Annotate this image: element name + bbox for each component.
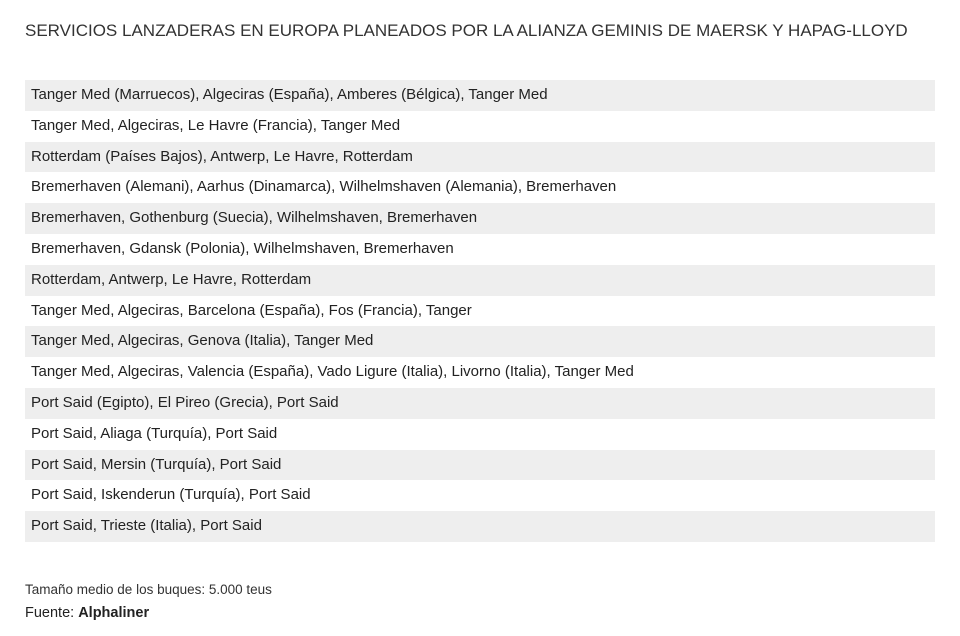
table-row: Port Said, Mersin (Turquía), Port Said — [25, 450, 935, 481]
table-row: Rotterdam (Países Bajos), Antwerp, Le Havre, Rotterdam — [25, 142, 935, 173]
table-row: Port Said (Egipto), El Pireo (Grecia), Port Said — [25, 388, 935, 419]
source-value: Alphaliner — [78, 605, 150, 621]
table-row: Port Said, Aliaga (Turquía), Port Said — [31, 424, 278, 442]
table-row: Port Said, Trieste (Italia), Port Said — [25, 511, 935, 542]
source-line — [25, 603, 149, 623]
page-title: SERVICIOS LANZADERAS EN EUROPA PLANEADOS POR LA ALIANZA GEMINIS DE MAERSK Y HAPAG-LLOYD — [25, 21, 908, 40]
table-row: Port Said, Iskenderun (Turquía), Port Said — [31, 486, 311, 504]
table-row: Tanger Med, Algeciras, Valencia (España), Vado Ligure (Italia), Livorno (Italia), Tanger Med — [31, 363, 634, 381]
table-row: Bremerhaven (Alemani), Aarhus (Dinamarca), Wilhelmshaven (Alemania), Bremerhaven — [31, 178, 617, 196]
table-row: Tanger Med (Marruecos), Algeciras (España), Amberes (Bélgica), Tanger Med — [25, 80, 935, 111]
vessel-size-note: Tamaño medio de los buques: 5.000 teus — [25, 582, 272, 597]
table-row: Tanger Med, Algeciras, Genova (Italia), Tanger Med — [25, 326, 935, 357]
source-label: Fuente: — [25, 605, 75, 621]
routes-table — [25, 80, 935, 542]
table-row: Tanger Med, Algeciras, Le Havre (Francia), Tanger Med — [31, 116, 401, 134]
table-row: Bremerhaven, Gothenburg (Suecia), Wilhelmshaven, Bremerhaven — [25, 203, 935, 234]
table-row: Rotterdam, Antwerp, Le Havre, Rotterdam — [25, 265, 935, 296]
table-row: Bremerhaven, Gdansk (Polonia), Wilhelmshaven, Bremerhaven — [31, 239, 454, 257]
table-row: Tanger Med, Algeciras, Barcelona (España), Fos (Francia), Tanger — [31, 301, 472, 319]
